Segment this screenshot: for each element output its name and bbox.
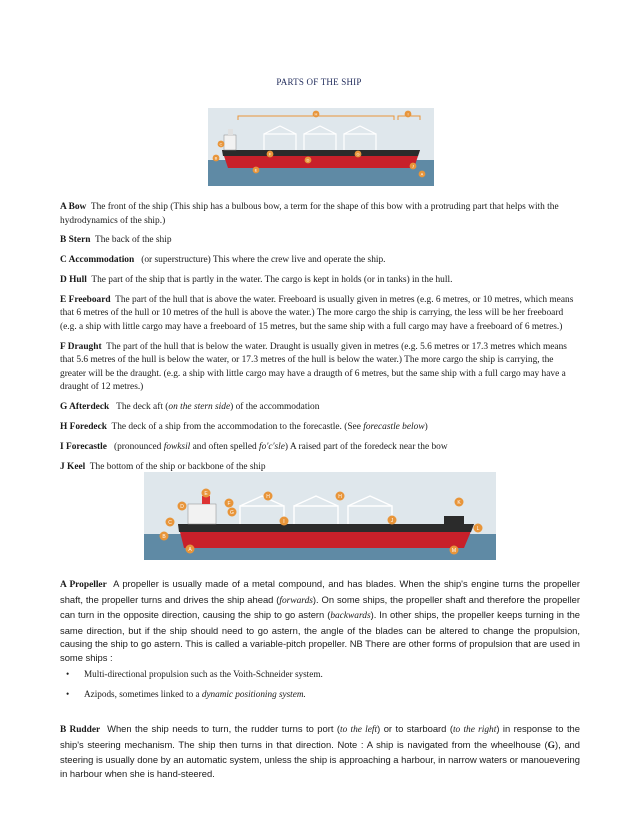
marker-l: L: [476, 525, 480, 532]
def-text: The back of the ship: [95, 235, 172, 246]
def-text: ) of the accommodation: [230, 402, 320, 413]
list-item-text: Azipods, sometimes linked to a: [84, 688, 202, 699]
def-term: I Forecastle: [60, 441, 107, 452]
rudder-text: ) or to starboard (: [377, 723, 453, 734]
marker-d: D: [306, 157, 310, 163]
def-text: (or superstructure) This where the crew live and operate the ship.: [141, 255, 386, 266]
rudder-em: to the right: [452, 725, 497, 735]
list-item: [60, 688, 580, 702]
def-term: A Bow: [60, 202, 87, 212]
ship-diagram-top: [208, 108, 434, 186]
def-foredeck: [60, 421, 580, 435]
diagram-hull-top: [222, 150, 420, 156]
def-em: forecastle below: [363, 422, 425, 433]
propeller-em: backwards: [330, 611, 371, 622]
rudder-text: When the ship needs to turn, the rudder turns to port (: [107, 723, 341, 734]
marker-e: E: [204, 490, 208, 497]
def-text: The part of the hull that is above the water. Freeboard is usually given in metres (e.g. 6 metres, or 10 metres, which means that 6 metres of the hull or 10 metres of the hull is above the water.) The more cargo the ship is carrying, the less will be her freeboard (e.g. a ship with little cargo may have a freeboard of 15 metres, but the same ship with a full cargo may have a freeboard of 6 metres.): [60, 294, 574, 332]
propeller-em: forwards: [279, 595, 313, 606]
propeller-text: ). On some ships, the propeller shaft and therefore the propeller can turn in the opposite direction, causing the ship to go astern (: [60, 593, 580, 621]
propulsion-list: [60, 668, 580, 707]
rudder-bold: G: [547, 740, 555, 751]
def-term: F Draught: [60, 341, 102, 352]
marker-d: D: [180, 503, 184, 510]
marker-i: I: [407, 111, 409, 117]
list-item: [60, 668, 580, 682]
marker-m: M: [451, 547, 457, 554]
def-text: The deck aft (: [116, 402, 169, 413]
propeller-text: A propeller is usually made of a metal compound, and has blades. When the ship's engine turns the propeller shaft, the propeller turns and drives the ship ahead (: [60, 578, 580, 605]
def-term: J Keel: [60, 461, 86, 472]
bullet-icon: •: [66, 688, 70, 699]
marker-j: J: [412, 163, 414, 169]
marker-h: H: [314, 111, 318, 117]
def-draught: [60, 341, 580, 395]
marker-f: F: [227, 500, 231, 507]
def-text: The front of the ship (This ship has a bulbous bow, a term for the shape of this bow with a protruding part that helps with the hydrodynamics of the ship.): [60, 202, 559, 226]
rudder-paragraph: [60, 722, 580, 780]
diagram-funnel: [228, 129, 233, 135]
def-text: and often spelled: [190, 441, 260, 452]
def-term: G Afterdeck: [60, 402, 110, 413]
propeller-term: A Propeller: [60, 580, 107, 590]
def-text: ): [424, 422, 428, 433]
marker-h: H: [338, 493, 342, 500]
propeller-paragraph: [60, 577, 580, 665]
marker-a: A: [188, 546, 192, 553]
def-text: The part of the ship that is partly in the water. The cargo is kept in holds (or in tanks) in the hull.: [91, 274, 453, 285]
bullet-icon: •: [66, 669, 70, 679]
diagram-hull-top: [178, 524, 474, 532]
def-text: The bottom of the ship or backbone of the ship: [89, 461, 266, 472]
marker-b: B: [162, 533, 166, 540]
def-em: on the stern side: [168, 402, 231, 413]
def-term: H Foredeck: [60, 422, 107, 433]
def-text: The part of the hull that is below the water. Draught is usually given in metres (e.g. 5.6 metres or 17.3 metres which means that 5.6 metres of the hull is below the water, or 17.3 metres of the hull is below the water.) The more cargo the ship is carrying, the greater will be the draught. (e.g. a ship with little cargo may have a draugth of 6 metres, but the same ship with a full cargo may have a draught of 12 metres.): [60, 341, 567, 393]
def-em: fowksil: [163, 441, 191, 452]
marker-g: G: [230, 509, 234, 516]
def-bow: [60, 201, 580, 228]
rudder-em: to the left: [340, 725, 378, 735]
diagram-accommodation: [188, 504, 216, 524]
def-em: fo'c'sle: [259, 441, 285, 452]
marker-f: F: [268, 151, 272, 157]
marker-g: G: [356, 151, 360, 157]
rudder-text: ) in response to the ship's steering mechanism. The ship then turns in that direction. Note : A ship is navigated from the wheelhouse (: [60, 723, 580, 750]
def-accommodation: [60, 254, 580, 268]
def-afterdeck: [60, 401, 580, 415]
propeller-text: ). In other ships, the propeller keeps turning in the same direction, but if the ship should need to go astern, the angle of the blades can be altered to change the propulsion, causing the ship to go astern. This is called a variable-pitch propeller. NB There are other forms of propulsion that are used in some ships :: [60, 609, 580, 663]
marker-k: K: [457, 499, 461, 506]
diagram-forecastle: [444, 516, 464, 524]
def-term: C Accommodation: [60, 255, 135, 266]
def-text: The deck of a ship from the accommodation to the forecastle. (See: [111, 422, 364, 433]
def-hull: [60, 274, 580, 288]
list-item-em: dynamic positioning system.: [201, 688, 306, 699]
def-text: (pronounced: [113, 441, 164, 452]
marker-b: B: [214, 155, 218, 161]
def-term: E Freeboard: [60, 294, 111, 305]
marker-c: C: [168, 519, 172, 526]
def-stern: [60, 234, 580, 248]
marker-e: E: [254, 167, 258, 173]
def-term: D Hull: [60, 274, 87, 285]
marker-h: H: [266, 493, 270, 500]
marker-j: J: [390, 517, 394, 524]
diagram-accommodation: [224, 135, 236, 150]
def-freeboard: [60, 294, 580, 335]
ship-diagram-bottom: [144, 472, 496, 560]
def-text: ) A raised part of the foredeck near the bow: [284, 441, 448, 452]
def-forecastle: [60, 441, 580, 455]
marker-i: I: [283, 518, 285, 525]
list-item-text: Multi-directional propulsion such as the Voith-Schneider system.: [84, 669, 323, 679]
def-term: B Stern: [60, 235, 91, 246]
marker-a: A: [420, 171, 424, 177]
rudder-term: B Rudder: [60, 725, 101, 735]
marker-c: C: [219, 141, 223, 147]
definitions-list: [60, 201, 580, 480]
rudder-text: ), and steering is usually done by an automatic system, unless the ship is approaching a harbour, in narrow waters or manouevering in harbour when she is hand-steered.: [60, 738, 580, 779]
page-title: PARTS OF THE SHIP: [276, 77, 362, 87]
